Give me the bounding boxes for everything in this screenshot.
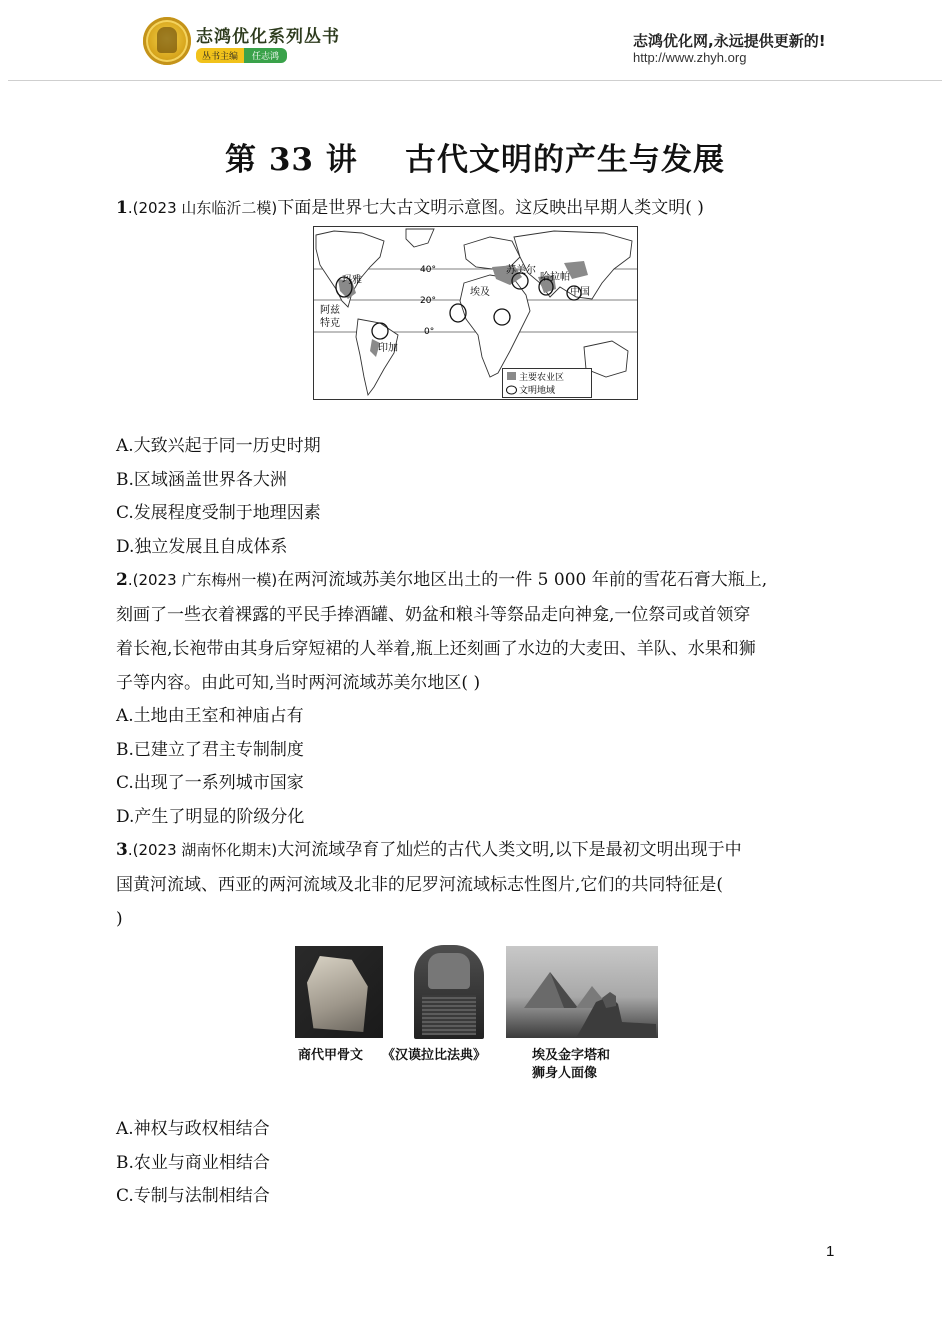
map-lat-0: 0°	[424, 327, 435, 337]
q3-stem-line-1	[116, 838, 742, 862]
q2-stem-line-2: 刻画了一些衣着裸露的平民手捧酒罐、奶盆和粮斗等祭品走向神龛,一位祭司或首领穿	[116, 605, 751, 625]
header-url[interactable]: http://www.zhyh.org	[633, 50, 747, 65]
map-label-aztec: 阿兹	[320, 305, 340, 316]
q3-stem-line-3: )	[116, 909, 123, 929]
publisher-logo	[143, 17, 191, 65]
header-divider	[8, 80, 942, 81]
q2-text-1: 在两河流域苏美尔地区出土的一件 5 000 年前的雪花石膏大瓶上,	[277, 570, 768, 590]
chief-editor-label: 丛书主编	[196, 48, 244, 63]
q3-option-c[interactable]: C.专制与法制相结合	[116, 1186, 270, 1206]
q3-option-a[interactable]: A.神权与政权相结合	[116, 1119, 270, 1139]
q2-option-a[interactable]: A.土地由王室和神庙占有	[116, 706, 304, 726]
map-lat-20: 20°	[420, 296, 436, 306]
q3-source: .(2023 湖南怀化期末)	[127, 841, 278, 859]
page-number: 1	[826, 1243, 835, 1260]
caption-pyramid-line-1: 埃及金字塔和	[532, 1048, 611, 1063]
q3-stem-line-2: 国黄河流域、西亚的两河流域及北非的尼罗河流域标志性图片,它们的共同特征是(	[116, 875, 724, 895]
legend-civ-label: 文明地域	[519, 386, 556, 396]
map-label-inca: 印加	[378, 343, 398, 354]
caption-oracle-bone: 商代甲骨文	[298, 1048, 364, 1063]
oracle-bone-image	[295, 946, 383, 1038]
q2-number: 2	[116, 570, 128, 590]
chief-editor-name: 任志鸿	[244, 48, 287, 63]
pyramid-sphinx-image	[506, 946, 658, 1038]
q2-option-d[interactable]: D.产生了明显的阶级分化	[116, 807, 305, 827]
map-label-sumer: 苏美尔	[506, 265, 536, 276]
q1-option-d[interactable]: D.独立发展且自成体系	[116, 537, 288, 557]
q3-number: 3	[116, 840, 128, 860]
q2-stem-line-3: 着长袍,长袍带由其身后穿短裙的人举着,瓶上还刻画了水边的大麦田、羊队、水果和狮	[116, 639, 756, 659]
q1-text: 下面是世界七大古文明示意图。这反映出早期人类文明( )	[277, 198, 704, 218]
q2-stem-line-1	[116, 568, 767, 592]
q1-option-a[interactable]: A.大致兴起于同一历史时期	[116, 436, 321, 456]
q1-stem	[116, 196, 704, 220]
map-label-aztec-2: 特克	[320, 318, 340, 329]
q2-option-b[interactable]: B.已建立了君主专制制度	[116, 740, 304, 760]
q2-source: .(2023 广东梅州一模)	[127, 571, 278, 589]
q1-option-b[interactable]: B.区域涵盖世界各大洲	[116, 470, 287, 490]
world-civilization-map	[313, 226, 638, 400]
q1-number: 1	[116, 198, 128, 218]
q3-option-b[interactable]: B.农业与商业相结合	[116, 1153, 270, 1173]
caption-hammurabi: 《汉谟拉比法典》	[382, 1048, 487, 1063]
map-label-harappa: 哈拉帕	[540, 272, 570, 283]
map-label-egypt: 埃及	[470, 287, 490, 298]
legend-agri-label: 主要农业区	[519, 373, 565, 383]
q3-text-1: 大河流域孕育了灿烂的古代人类文明,以下是最初文明出现于中	[277, 840, 742, 860]
map-label-china: 中国	[570, 287, 590, 298]
hammurabi-stele-image	[414, 945, 484, 1039]
header-slogan: 志鸿优化网,永远提供更新的!	[633, 32, 826, 50]
q2-stem-line-4: 子等内容。由此可知,当时两河流域苏美尔地区( )	[116, 673, 481, 693]
document-title: 第 33 讲 古代文明的产生与发展	[225, 142, 725, 178]
map-label-maya: 玛雅	[342, 275, 362, 286]
brand-subtitle	[196, 48, 287, 62]
page-header	[0, 0, 950, 82]
q2-option-c[interactable]: C.出现了一系列城市国家	[116, 773, 304, 793]
map-lat-40: 40°	[420, 265, 436, 275]
q1-option-c[interactable]: C.发展程度受制于地理因素	[116, 503, 321, 523]
brand-title: 志鸿优化系列丛书	[196, 27, 340, 47]
caption-pyramid-line-2: 狮身人面像	[532, 1066, 598, 1081]
q3-image-strip	[294, 945, 658, 1085]
map-legend	[502, 368, 592, 398]
q1-source: .(2023 山东临沂二模)	[127, 199, 278, 217]
